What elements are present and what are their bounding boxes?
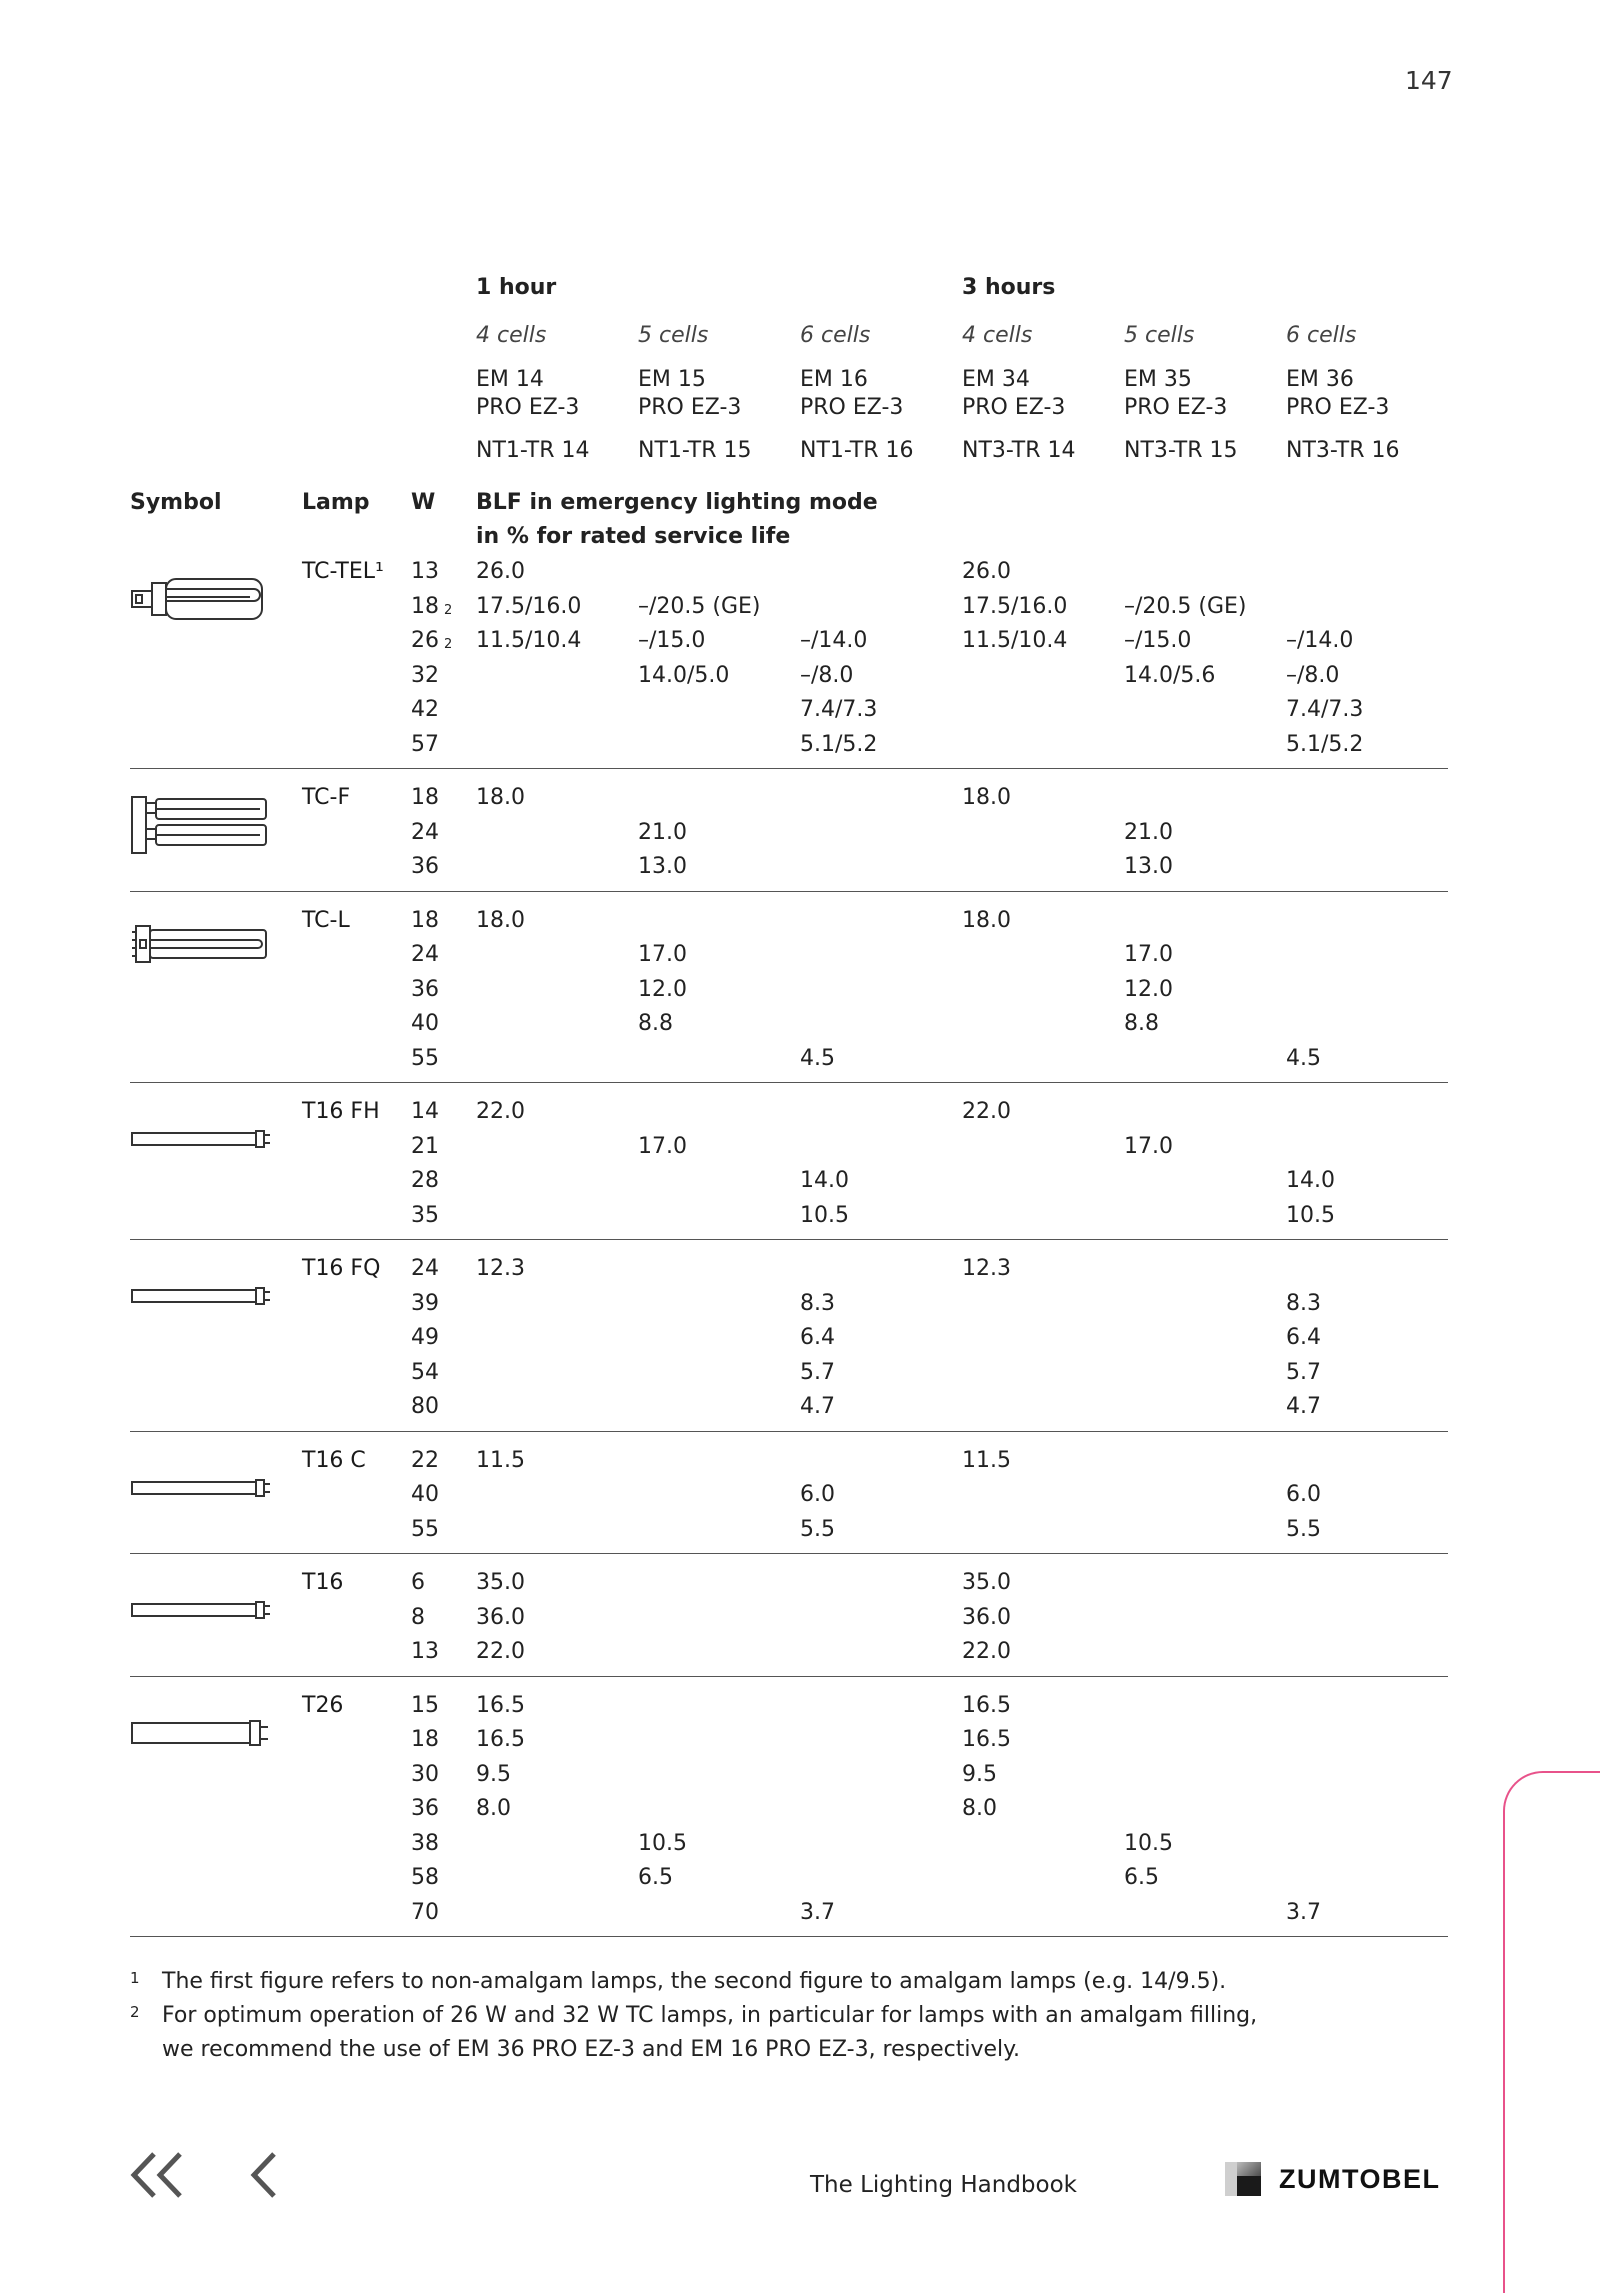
lamp-name: T16 FQ: [302, 1256, 381, 1281]
watt-cell: 40: [411, 1482, 439, 1507]
value-cell: 6.4: [800, 1325, 835, 1350]
value-cell: 10.5: [1286, 1202, 1335, 1228]
table-row: [130, 1356, 1448, 1391]
value-cell: 22.0: [962, 1099, 1011, 1124]
lamp-name: TC-F: [302, 785, 351, 810]
table-row: [130, 1321, 1448, 1356]
lamp-group: [130, 1677, 1448, 1938]
watt-cell: 18: [411, 907, 439, 933]
blf-table: [130, 555, 1448, 1937]
footnote-mark: 1: [130, 1969, 140, 1987]
value-cell: 14.0: [800, 1168, 849, 1193]
value-cell: 36.0: [962, 1604, 1011, 1630]
value-cell: 14.0/5.0: [638, 662, 730, 688]
value-cell: 4.5: [800, 1045, 835, 1071]
column-6-model-line2-label: PRO EZ-3: [1286, 395, 1390, 420]
lamp-group: [130, 892, 1448, 1084]
column-1-model-line2-label: PRO EZ-3: [476, 395, 580, 420]
value-cell: 17.0: [1124, 942, 1173, 967]
value-cell: 14.0/5.6: [1124, 662, 1216, 688]
table-row: [130, 1689, 1448, 1724]
column-5-cells-label: 5 cells: [1124, 323, 1195, 348]
watt-cell: 55: [411, 1045, 439, 1071]
table-row: [130, 1042, 1448, 1077]
value-cell: 3.7: [800, 1899, 835, 1925]
watt-cell: 24: [411, 942, 439, 967]
value-cell: 4.5: [1286, 1045, 1321, 1071]
value-cell: 8.3: [1286, 1290, 1321, 1316]
watt-cell: 40: [411, 1011, 439, 1036]
value-cell: 36.0: [476, 1604, 525, 1630]
watt-cell: 70: [411, 1899, 439, 1925]
brand-name: ZUMTOBEL: [1279, 2163, 1441, 2194]
watt-cell: 22: [411, 1447, 439, 1473]
value-cell: 6.5: [638, 1865, 673, 1890]
value-cell: 17.5/16.0: [476, 593, 582, 619]
value-cell: 11.5/10.4: [962, 628, 1068, 653]
footnote-mark: 2: [130, 2003, 140, 2021]
table-row: [130, 1390, 1448, 1425]
watt-cell: 32: [411, 662, 439, 688]
lamp-name: TC-L: [302, 907, 350, 933]
value-cell: 17.0: [1124, 1133, 1173, 1159]
value-cell: 12.0: [638, 976, 687, 1002]
column-1-nt-label: NT1-TR 14: [476, 438, 590, 463]
brand-logo[interactable]: [1225, 2162, 1441, 2196]
watt-cell: 21: [411, 1133, 439, 1159]
column-4-model-label: EM 34: [962, 367, 1030, 392]
table-row: [130, 850, 1448, 885]
table-row: [130, 1513, 1448, 1548]
value-cell: –/15.0: [1124, 628, 1192, 653]
table-row: [130, 555, 1448, 590]
watt-cell: 54: [411, 1359, 439, 1385]
value-cell: 8.8: [1124, 1011, 1159, 1036]
value-cell: 6.4: [1286, 1325, 1321, 1350]
value-cell: 6.0: [800, 1482, 835, 1507]
watt-cell: 24: [411, 1256, 439, 1281]
lamp-name: TC-TEL¹: [302, 559, 384, 584]
value-cell: 22.0: [962, 1639, 1011, 1664]
value-cell: 14.0: [1286, 1168, 1335, 1193]
value-cell: 18.0: [962, 785, 1011, 810]
value-cell: 9.5: [476, 1761, 511, 1787]
lamp-name: T26: [302, 1692, 344, 1718]
value-cell: –/20.5 (GE): [1124, 593, 1247, 619]
table-row: [130, 1635, 1448, 1670]
watt-cell: 13: [411, 1639, 439, 1664]
lamp-header: Lamp: [302, 490, 370, 515]
watt-cell: 26: [411, 628, 439, 653]
value-cell: 11.5/10.4: [476, 628, 582, 653]
value-cell: 22.0: [476, 1099, 525, 1124]
watt-cell: 8: [411, 1604, 425, 1630]
value-cell: 11.5: [476, 1447, 525, 1473]
watt-cell: 13: [411, 559, 439, 584]
lamp-name: T16 C: [302, 1447, 366, 1473]
value-cell: 8.8: [638, 1011, 673, 1036]
watt-cell: 15: [411, 1692, 439, 1718]
value-cell: 9.5: [962, 1761, 997, 1787]
table-row: [130, 1287, 1448, 1322]
lamp-group: [130, 1240, 1448, 1432]
column-5-model-label: EM 35: [1124, 367, 1192, 392]
table-row: [130, 781, 1448, 816]
table-row: [130, 973, 1448, 1008]
value-cell: 21.0: [1124, 819, 1173, 845]
group-title-1-hour: 1 hour: [476, 275, 557, 300]
table-row: [130, 1095, 1448, 1130]
value-cell: 35.0: [962, 1570, 1011, 1595]
table-row: [130, 590, 1448, 625]
column-1-cells-label: 4 cells: [476, 323, 547, 348]
watt-cell: 6: [411, 1570, 425, 1595]
table-row: [130, 659, 1448, 694]
value-cell: –/15.0: [638, 628, 706, 653]
lamp-group: [130, 1554, 1448, 1677]
lamp-name: T16: [302, 1570, 344, 1595]
page-number: 147: [1405, 66, 1453, 95]
table-row: [130, 1130, 1448, 1165]
value-cell: 5.1/5.2: [800, 731, 878, 757]
value-cell: 5.7: [800, 1359, 835, 1385]
value-cell: 10.5: [638, 1830, 687, 1856]
watt-cell: 28: [411, 1168, 439, 1193]
watt-cell: 18: [411, 785, 439, 810]
column-6-model-label: EM 36: [1286, 367, 1354, 392]
table-row: [130, 1199, 1448, 1234]
value-cell: 17.0: [638, 942, 687, 967]
value-cell: 16.5: [476, 1692, 525, 1718]
page-edge-frame: [1503, 1771, 1600, 2293]
table-row: [130, 1478, 1448, 1513]
column-2-model-label: EM 15: [638, 367, 706, 392]
table-row: [130, 1601, 1448, 1636]
table-row: [130, 816, 1448, 851]
table-row: [130, 1896, 1448, 1931]
table-row: [130, 1861, 1448, 1896]
table-row: [130, 1792, 1448, 1827]
watt-cell: 39: [411, 1290, 439, 1316]
table-row: [130, 1758, 1448, 1793]
value-cell: –/8.0: [800, 662, 854, 688]
column-3-model-line2-label: PRO EZ-3: [800, 395, 904, 420]
watt-cell: 80: [411, 1394, 439, 1419]
value-cell: 12.3: [476, 1256, 525, 1281]
value-cell: 13.0: [1124, 854, 1173, 879]
value-cell: 7.4/7.3: [800, 697, 878, 722]
table-row: [130, 1007, 1448, 1042]
column-6-cells-label: 6 cells: [1286, 323, 1357, 348]
column-3-model-label: EM 16: [800, 367, 868, 392]
value-cell: 12.3: [962, 1256, 1011, 1281]
value-cell: 21.0: [638, 819, 687, 845]
value-cell: 3.7: [1286, 1899, 1321, 1925]
value-cell: –/14.0: [800, 628, 868, 653]
footnote-ref: 2: [444, 637, 453, 652]
watt-cell: 18: [411, 593, 439, 619]
value-cell: 16.5: [962, 1727, 1011, 1752]
table-row: [130, 1723, 1448, 1758]
value-cell: 17.0: [638, 1133, 687, 1159]
value-cell: 16.5: [476, 1727, 525, 1752]
watt-cell: 57: [411, 731, 439, 757]
value-cell: 6.5: [1124, 1865, 1159, 1890]
value-cell: 5.5: [1286, 1516, 1321, 1542]
blf-header-line2: in % for rated service life: [476, 524, 791, 549]
value-cell: 5.7: [1286, 1359, 1321, 1385]
footnote-ref: 2: [444, 602, 453, 618]
watt-header: W: [411, 490, 436, 515]
table-row: [130, 1444, 1448, 1479]
lamp-group: [130, 769, 1448, 892]
value-cell: 8.0: [962, 1796, 997, 1821]
blf-header-line1: BLF in emergency lighting mode: [476, 490, 878, 515]
value-cell: 13.0: [638, 854, 687, 879]
column-2-model-line2-label: PRO EZ-3: [638, 395, 742, 420]
table-row: [130, 693, 1448, 728]
column-1-model-label: EM 14: [476, 367, 544, 392]
value-cell: –/8.0: [1286, 662, 1340, 688]
value-cell: –/20.5 (GE): [638, 593, 761, 619]
footnote-text: The first figure refers to non-amalgam lamps, the second figure to amalgam lamps (e.g. 14/9.5).: [162, 1969, 1227, 1994]
value-cell: 16.5: [962, 1692, 1011, 1718]
watt-cell: 49: [411, 1325, 439, 1350]
watt-cell: 38: [411, 1830, 439, 1856]
watt-cell: 42: [411, 697, 439, 722]
table-row: [130, 1252, 1448, 1287]
footnote-text: For optimum operation of 26 W and 32 W TC lamps, in particular for lamps with an amalgam filling,: [162, 2003, 1258, 2028]
double-chevron-left-icon[interactable]: [128, 2150, 188, 2204]
value-cell: 10.5: [1124, 1830, 1173, 1856]
column-4-cells-label: 4 cells: [962, 323, 1033, 348]
table-row: [130, 1566, 1448, 1601]
column-2-cells-label: 5 cells: [638, 323, 709, 348]
value-cell: 5.5: [800, 1516, 835, 1542]
table-row: [130, 624, 1448, 659]
symbol-header: Symbol: [130, 490, 222, 515]
watt-cell: 35: [411, 1202, 439, 1228]
table-row: [130, 904, 1448, 939]
watt-cell: 24: [411, 819, 439, 845]
table-row: [130, 728, 1448, 763]
value-cell: 11.5: [962, 1447, 1011, 1473]
watt-cell: 36: [411, 1796, 439, 1821]
column-4-model-line2-label: PRO EZ-3: [962, 395, 1066, 420]
watt-cell: 36: [411, 854, 439, 879]
value-cell: 26.0: [962, 559, 1011, 584]
value-cell: 4.7: [1286, 1394, 1321, 1419]
group-title-3-hours: 3 hours: [962, 275, 1056, 300]
value-cell: 8.0: [476, 1796, 511, 1821]
value-cell: 18.0: [962, 907, 1011, 933]
table-row: [130, 1164, 1448, 1199]
lamp-group: [130, 555, 1448, 769]
lamp-name: T16 FH: [302, 1099, 380, 1124]
value-cell: 5.1/5.2: [1286, 731, 1364, 757]
watt-cell: 58: [411, 1865, 439, 1890]
value-cell: 22.0: [476, 1639, 525, 1664]
column-3-cells-label: 6 cells: [800, 323, 871, 348]
column-5-nt-label: NT3-TR 15: [1124, 438, 1238, 463]
table-row: [130, 938, 1448, 973]
column-6-nt-label: NT3-TR 16: [1286, 438, 1400, 463]
lamp-group: [130, 1083, 1448, 1240]
value-cell: 4.7: [800, 1394, 835, 1419]
value-cell: –/14.0: [1286, 628, 1354, 653]
column-5-model-line2-label: PRO EZ-3: [1124, 395, 1228, 420]
value-cell: 26.0: [476, 559, 525, 584]
lamp-group: [130, 1432, 1448, 1555]
value-cell: 10.5: [800, 1202, 849, 1228]
chevron-left-icon[interactable]: [248, 2150, 282, 2204]
value-cell: 12.0: [1124, 976, 1173, 1002]
footer-title: The Lighting Handbook: [810, 2172, 1077, 2198]
watt-cell: 55: [411, 1516, 439, 1542]
value-cell: 17.5/16.0: [962, 593, 1068, 619]
column-3-nt-label: NT1-TR 16: [800, 438, 914, 463]
value-cell: 18.0: [476, 785, 525, 810]
column-2-nt-label: NT1-TR 15: [638, 438, 752, 463]
value-cell: 7.4/7.3: [1286, 697, 1364, 722]
footnote-text: we recommend the use of EM 36 PRO EZ-3 and EM 16 PRO EZ-3, respectively.: [162, 2037, 1020, 2062]
watt-cell: 18: [411, 1727, 439, 1752]
column-4-nt-label: NT3-TR 14: [962, 438, 1076, 463]
value-cell: 6.0: [1286, 1482, 1321, 1507]
watt-cell: 14: [411, 1099, 439, 1124]
watt-cell: 36: [411, 976, 439, 1002]
value-cell: 35.0: [476, 1570, 525, 1595]
value-cell: 18.0: [476, 907, 525, 933]
zumtobel-logo-mark-icon: [1225, 2162, 1261, 2196]
value-cell: 8.3: [800, 1290, 835, 1316]
watt-cell: 30: [411, 1761, 439, 1787]
table-row: [130, 1827, 1448, 1862]
